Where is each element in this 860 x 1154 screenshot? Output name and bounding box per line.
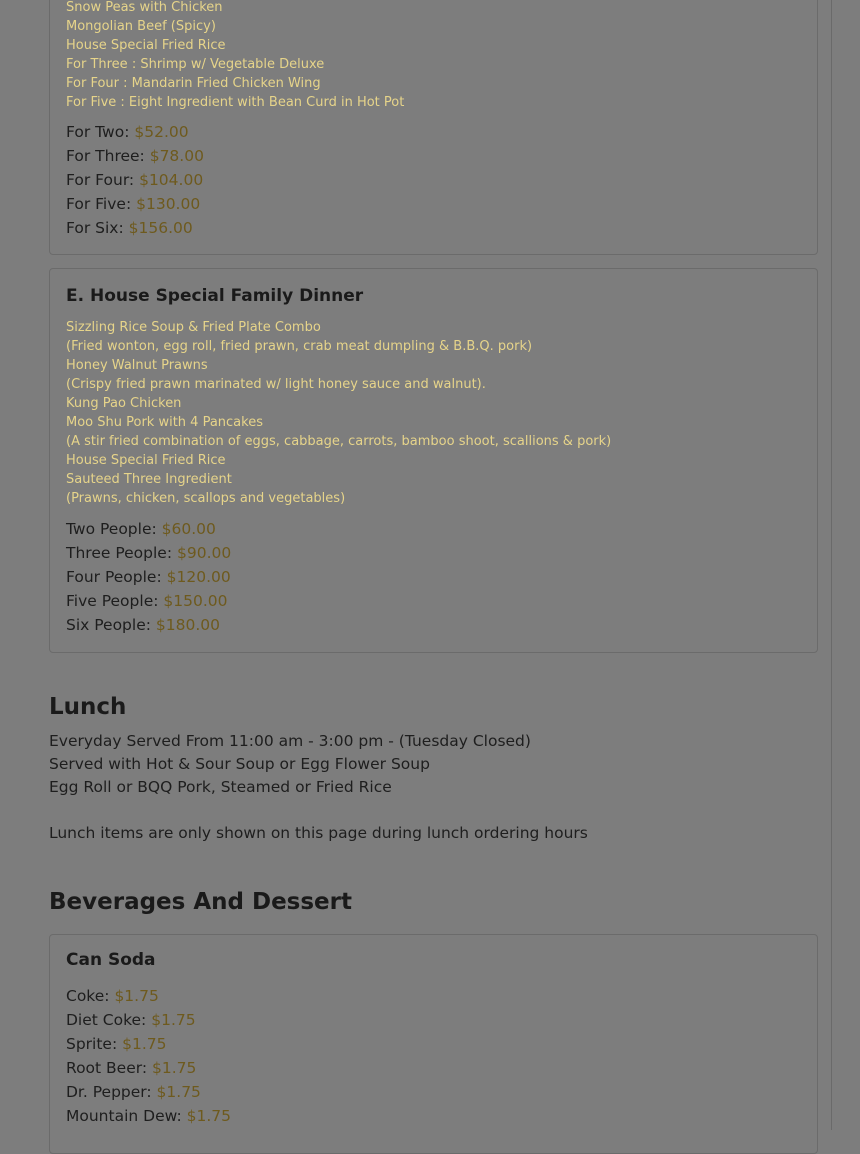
price-label: Six People: xyxy=(66,616,151,634)
card-description xyxy=(66,0,404,112)
price-option[interactable] xyxy=(66,168,204,192)
description-line: House Special Fried Rice xyxy=(66,38,226,53)
price-amount: $90.00 xyxy=(176,544,232,562)
description-line: Kung Pao Chicken xyxy=(66,396,182,411)
price-option[interactable] xyxy=(66,120,204,144)
card-title: E. House Special Family Dinner xyxy=(66,286,364,306)
price-amount: $130.00 xyxy=(136,195,201,213)
price-label: Three People: xyxy=(66,544,173,562)
price-label: For Three: xyxy=(66,147,145,165)
scrollbar-divider xyxy=(831,0,832,1130)
description-line: Sizzling Rice Soup & Fried Plate Combo xyxy=(66,320,321,335)
description-line: Snow Peas with Chicken xyxy=(66,0,223,15)
price-list xyxy=(66,517,231,637)
description-line: Honey Walnut Prawns xyxy=(66,358,208,373)
price-option[interactable] xyxy=(66,144,204,168)
description-line: Moo Shu Pork with 4 Pancakes xyxy=(66,415,263,430)
price-list xyxy=(66,984,231,1128)
price-label: For Two: xyxy=(66,123,130,141)
price-option[interactable] xyxy=(66,216,204,240)
price-option[interactable] xyxy=(66,613,231,637)
lunch-sides-text: Egg Roll or BQQ Pork, Steamed or Fried Rice xyxy=(49,778,392,796)
price-label: Diet Coke: xyxy=(66,1011,147,1029)
menu-card-house-special-family-dinner[interactable] xyxy=(49,268,818,653)
price-amount: $120.00 xyxy=(166,568,231,586)
beverages-section-title: Beverages And Dessert xyxy=(49,889,352,915)
price-option[interactable] xyxy=(66,589,231,613)
card-description xyxy=(66,318,611,508)
menu-card-can-soda[interactable] xyxy=(49,934,818,1154)
price-label: For Four: xyxy=(66,171,135,189)
price-label: For Five: xyxy=(66,195,132,213)
menu-card-family-dinner-d[interactable] xyxy=(49,0,818,255)
description-line: For Five : Eight Ingredient with Bean Curd in Hot Pot xyxy=(66,95,405,110)
price-label: Four People: xyxy=(66,568,162,586)
price-option[interactable] xyxy=(66,984,231,1008)
description-line: (A stir fried combination of eggs, cabbage, carrots, bamboo shoot, scallions & pork) xyxy=(66,434,612,449)
price-label: For Six: xyxy=(66,219,124,237)
price-option[interactable] xyxy=(66,517,231,541)
price-option[interactable] xyxy=(66,192,204,216)
price-label: Sprite: xyxy=(66,1035,118,1053)
price-amount: $150.00 xyxy=(163,592,228,610)
description-line: Mongolian Beef (Spicy) xyxy=(66,19,216,34)
price-amount: $104.00 xyxy=(139,171,204,189)
description-line: For Three : Shrimp w/ Vegetable Deluxe xyxy=(66,57,325,72)
price-label: Coke: xyxy=(66,987,110,1005)
price-option[interactable] xyxy=(66,1032,231,1056)
price-option[interactable] xyxy=(66,1056,231,1080)
card-title: Can Soda xyxy=(66,950,156,970)
lunch-availability-note: Lunch items are only shown on this page during lunch ordering hours xyxy=(49,824,588,842)
price-option[interactable] xyxy=(66,1104,231,1128)
price-label: Five People: xyxy=(66,592,159,610)
price-amount: $1.75 xyxy=(122,1035,167,1053)
lunch-section-title: Lunch xyxy=(49,694,127,720)
description-line: (Prawns, chicken, scallops and vegetables) xyxy=(66,491,346,506)
price-amount: $78.00 xyxy=(149,147,204,165)
price-option[interactable] xyxy=(66,1008,231,1032)
price-label: Mountain Dew: xyxy=(66,1107,182,1125)
description-line: House Special Fried Rice xyxy=(66,453,226,468)
price-amount: $1.75 xyxy=(156,1083,201,1101)
price-amount: $156.00 xyxy=(128,219,193,237)
price-list xyxy=(66,120,204,240)
price-label: Root Beer: xyxy=(66,1059,148,1077)
description-line: Sauteed Three Ingredient xyxy=(66,472,232,487)
price-label: Dr. Pepper: xyxy=(66,1083,152,1101)
price-label: Two People: xyxy=(66,520,157,538)
price-option[interactable] xyxy=(66,541,231,565)
description-line: (Crispy fried prawn marinated w/ light honey sauce and walnut). xyxy=(66,377,486,392)
price-amount: $1.75 xyxy=(186,1107,231,1125)
lunch-soup-text: Served with Hot & Sour Soup or Egg Flower Soup xyxy=(49,755,430,773)
price-amount: $1.75 xyxy=(114,987,159,1005)
price-option[interactable] xyxy=(66,565,231,589)
price-amount: $1.75 xyxy=(152,1059,197,1077)
description-line: (Fried wonton, egg roll, fried prawn, crab meat dumpling & B.B.Q. pork) xyxy=(66,339,533,354)
description-line: For Four : Mandarin Fried Chicken Wing xyxy=(66,76,321,91)
price-option[interactable] xyxy=(66,1080,231,1104)
price-amount: $180.00 xyxy=(155,616,221,634)
price-amount: $1.75 xyxy=(151,1011,196,1029)
lunch-hours-text: Everyday Served From 11:00 am - 3:00 pm - (Tuesday Closed) xyxy=(49,732,531,750)
price-amount: $60.00 xyxy=(161,520,216,538)
price-amount: $52.00 xyxy=(134,123,189,141)
